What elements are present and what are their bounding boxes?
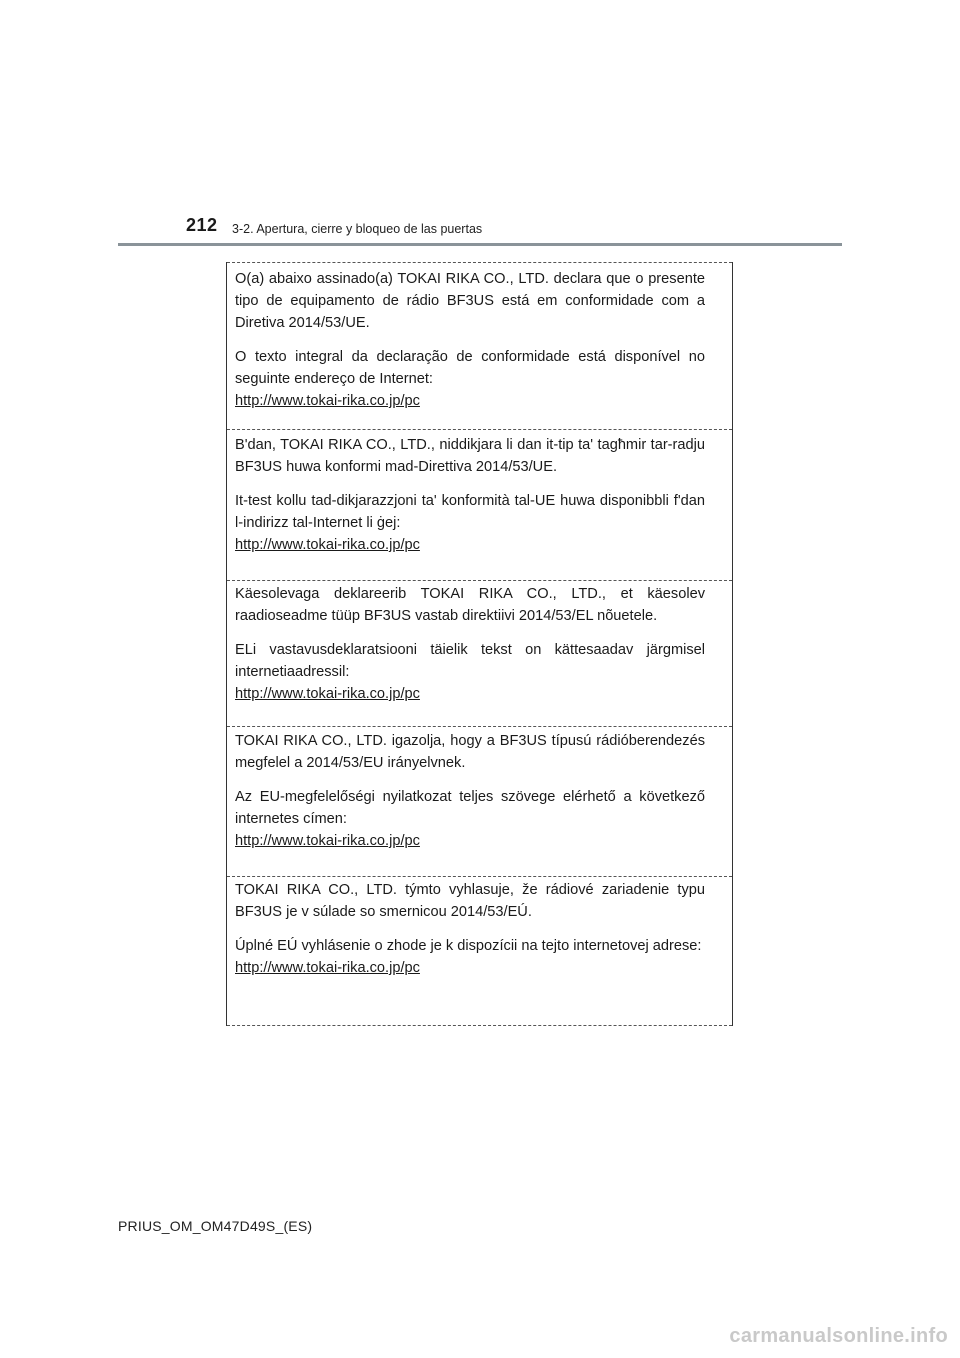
declaration-block-mt	[227, 434, 732, 556]
declaration-box	[226, 262, 733, 1026]
declaration-availability: O texto integral da declaração de conformidade está disponível no seguinte endereço de Internet:	[235, 349, 705, 387]
declaration-url-link[interactable]: http://www.tokai-rika.co.jp/pc	[235, 537, 420, 553]
declaration-block-sk	[227, 879, 732, 979]
declaration-availability: Az EU-megfelelőségi nyilatkozat teljes szövege elérhető a következő internetes címen:	[235, 789, 705, 827]
watermark-logo: carmanualsonline.info	[729, 1325, 948, 1347]
declaration-url-line	[235, 830, 705, 852]
declaration-url-line	[235, 390, 705, 412]
declaration-availability: ELi vastavusdeklaratsiooni täielik tekst on kättesaadav järgmisel internetiaadressil:	[235, 642, 705, 680]
divider-bottom	[227, 1025, 732, 1026]
declaration-url-line	[235, 683, 705, 705]
declaration-url-link[interactable]: http://www.tokai-rika.co.jp/pc	[235, 686, 420, 702]
page-number: 212	[186, 215, 218, 235]
header-rule	[118, 243, 842, 246]
divider-1	[227, 429, 732, 430]
declaration-url-link[interactable]: http://www.tokai-rika.co.jp/pc	[235, 393, 420, 409]
declaration-url-link[interactable]: http://www.tokai-rika.co.jp/pc	[235, 833, 420, 849]
footer-document-code: PRIUS_OM_OM47D49S_(ES)	[118, 1218, 313, 1234]
divider-2	[227, 580, 732, 581]
divider-top	[227, 262, 732, 263]
declaration-statement: TOKAI RIKA CO., LTD. igazolja, hogy a BF3US típusú rádióberendezés megfelel a 2014/53/EU irányelvnek.	[235, 733, 705, 771]
declaration-statement: O(a) abaixo assinado(a) TOKAI RIKA CO., LTD. declara que o presente tipo de equipamento de rádio BF3US está em conformidade com a Diretiva 2014/53/UE.	[235, 271, 705, 331]
declaration-statement: TOKAI RIKA CO., LTD. týmto vyhlasuje, že rádiové zariadenie typu BF3US je v súlade so smernicou 2014/53/EÚ.	[235, 882, 705, 920]
declaration-availability: It-test kollu tad-dikjarazzjoni ta' konformità tal-UE huwa disponibbli f'dan l-indirizz tal-Internet li ġej:	[235, 493, 705, 531]
declaration-block-hu	[227, 730, 732, 852]
declaration-statement: B'dan, TOKAI RIKA CO., LTD., niddikjara li dan it-tip ta' tagħmir tar-radju BF3US huwa konformi mad-Direttiva 2014/53/UE.	[235, 437, 705, 475]
declaration-statement: Käesolevaga deklareerib TOKAI RIKA CO., LTD., et käesolev raadioseadme tüüp BF3US vastab direktiivi 2014/53/EL nõuetele.	[235, 586, 705, 624]
section-title: 3-2. Apertura, cierre y bloqueo de las puertas	[232, 222, 483, 236]
declaration-url-line	[235, 957, 705, 979]
divider-4	[227, 876, 732, 877]
declaration-url-link[interactable]: http://www.tokai-rika.co.jp/pc	[235, 960, 420, 976]
declaration-availability: Úplné EÚ vyhlásenie o zhode je k dispozícii na tejto internetovej adrese:	[235, 938, 702, 954]
declaration-block-pt	[227, 268, 732, 412]
declaration-url-line	[235, 534, 705, 556]
declaration-block-et	[227, 583, 732, 705]
divider-3	[227, 726, 732, 727]
